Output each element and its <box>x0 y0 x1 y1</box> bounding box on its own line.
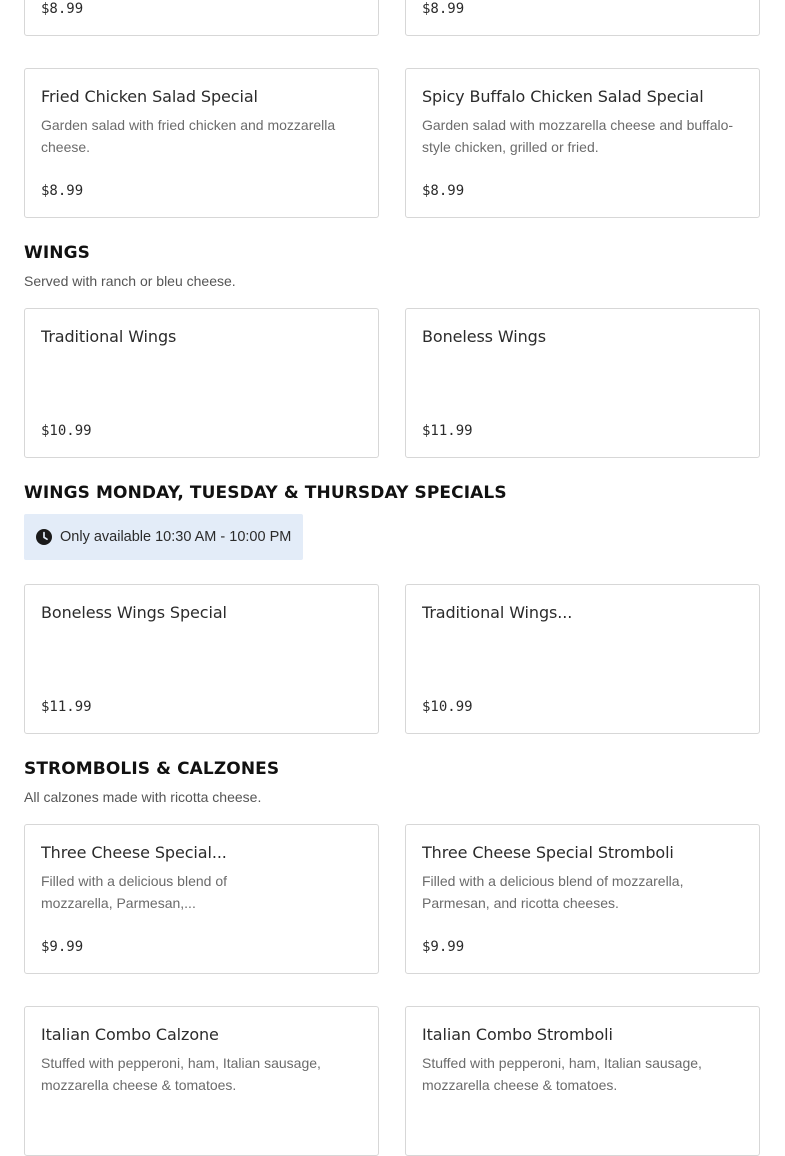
item-title: Spicy Buffalo Chicken Salad Special <box>422 87 704 106</box>
menu-item-card[interactable] <box>405 308 760 458</box>
item-price: $11.99 <box>422 423 473 439</box>
item-price: $8.99 <box>422 183 465 199</box>
item-price: $9.99 <box>41 939 84 955</box>
menu-item-card[interactable] <box>24 584 379 734</box>
menu-item-card[interactable] <box>405 0 760 36</box>
menu-item-card[interactable] <box>24 0 379 36</box>
item-price: $10.99 <box>41 423 92 439</box>
item-description: Filled with a delicious blend of mozzarella, Parmesan, and ricotta cheeses. <box>422 873 684 911</box>
clock-icon <box>36 529 52 545</box>
availability-text: Only available 10:30 AM - 10:00 PM <box>60 529 292 545</box>
section-title: WINGS MONDAY, TUESDAY & THURSDAY SPECIALS <box>24 483 507 503</box>
menu-item-card[interactable] <box>405 68 760 218</box>
menu-item-card[interactable] <box>24 308 379 458</box>
availability-banner <box>24 514 303 560</box>
menu-item-card[interactable] <box>405 824 760 974</box>
item-title: Three Cheese Special... <box>41 843 227 862</box>
menu-item-card[interactable] <box>24 68 379 218</box>
item-price: $8.99 <box>422 1 465 17</box>
item-price: $9.99 <box>422 939 465 955</box>
item-price: $10.99 <box>422 699 473 715</box>
menu-item-card[interactable] <box>24 824 379 974</box>
item-title: Boneless Wings Special <box>41 603 227 622</box>
item-description: Filled with a delicious blend of mozzarella, Parmesan,... <box>41 873 227 911</box>
item-title: Fried Chicken Salad Special <box>41 87 258 106</box>
item-description: Stuffed with pepperoni, ham, Italian sausage, mozzarella cheese & tomatoes. <box>422 1055 702 1093</box>
menu-item-card[interactable] <box>405 1006 760 1156</box>
section-title: STROMBOLIS & CALZONES <box>24 759 280 779</box>
section-subtitle: All calzones made with ricotta cheese. <box>24 789 262 805</box>
item-description: Garden salad with mozzarella cheese and buffalo-style chicken, grilled or fried. <box>422 117 734 155</box>
item-price: $8.99 <box>41 1 84 17</box>
section-subtitle: Served with ranch or bleu cheese. <box>24 273 236 289</box>
item-title: Boneless Wings <box>422 327 546 346</box>
item-title: Italian Combo Calzone <box>41 1025 219 1044</box>
item-description: Garden salad with fried chicken and mozzarella cheese. <box>41 117 336 155</box>
menu-item-card[interactable] <box>405 584 760 734</box>
section-title: WINGS <box>24 243 91 263</box>
item-description: Stuffed with pepperoni, ham, Italian sausage, mozzarella cheese & tomatoes. <box>41 1055 321 1093</box>
item-title: Traditional Wings... <box>422 603 573 622</box>
item-title: Traditional Wings <box>41 327 177 346</box>
menu-item-card[interactable] <box>24 1006 379 1156</box>
item-title: Italian Combo Stromboli <box>422 1025 613 1044</box>
item-price: $8.99 <box>41 183 84 199</box>
item-price: $11.99 <box>41 699 92 715</box>
item-title: Three Cheese Special Stromboli <box>422 843 674 862</box>
